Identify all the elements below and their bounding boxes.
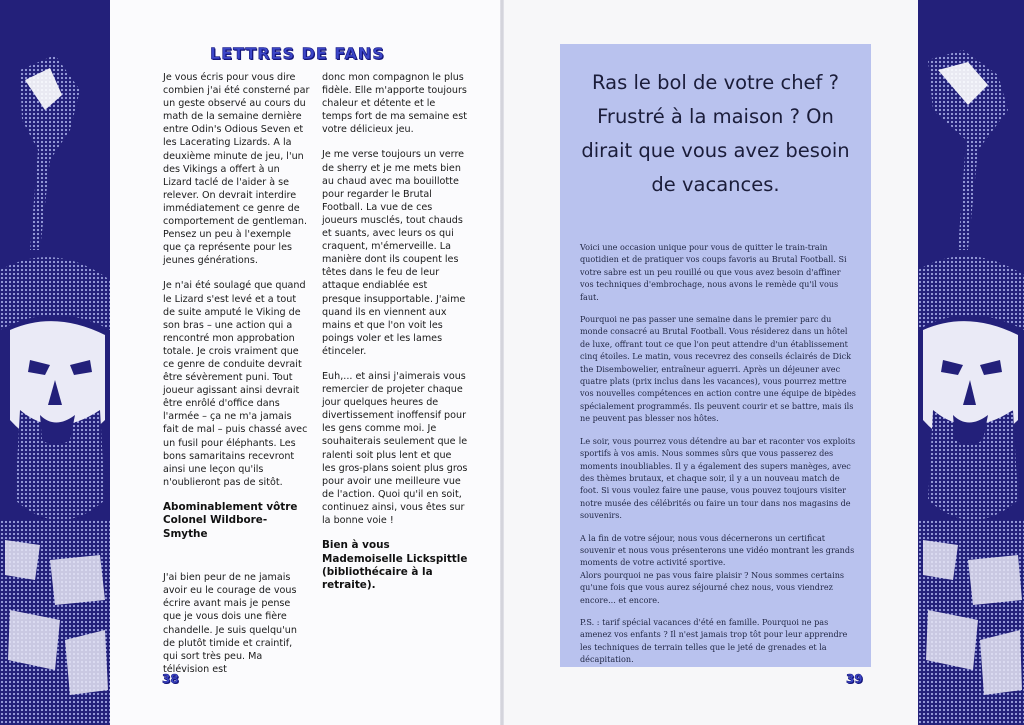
advert-body [580, 241, 856, 676]
advert-paragraph: A la fin de votre séjour, nous vous décernerons un certificat souvenir et nous vous présenterons une vidéo montrant les grands moments de votre activité sportive. Alors pourquoi ne pas vous faire plaisir ? Nous sommes certains qu'une fois que vous aurez séjourné chez nous, vous viendrez encore... et encore. [580, 532, 855, 605]
right-border-art [918, 0, 1024, 725]
viking-warrior-icon [918, 0, 1024, 725]
letter-paragraph: Euh,... et ainsi j'aimerais vous remercier de projeter chaque jour quelques heures de divertissement inoffensif pour les gens comme moi. Je souhaiterais seulement que le ralenti soit plus lent et que les gros-plans soient plus gros pour avoir une meilleure vue de l'action. Quoi qu'il en soit, continuez ainsi, vous êtes sur la bonne voie ! [322, 370, 468, 526]
advert-paragraph: Le soir, vous pourrez vous détendre au bar et raconter vos exploits sportifs à vos amis. Nous sommes sûrs que vous passerez des moments inoubliables. Il y a également des supers manèges, avec des thèmes brutaux, et chaque soir, il y a un nouveau match de foot. Si vous voulez faire une pause, vous pouvez toujours visiter notre musée des célébrités ou faire un tour dans nos magasins de souvenirs. [580, 435, 856, 521]
letter-signature: Abominablement vôtre Colonel Wildbore-Smythe [163, 500, 298, 540]
viking-warrior-icon [0, 0, 110, 725]
letters-column-2 [322, 71, 468, 605]
page-number-right: 39 [846, 672, 863, 686]
advert-title: Ras le bol de votre chef ? Frustré à la maison ? On dirait que vous avez besoin de vacances. [581, 71, 850, 196]
letter-paragraph: donc mon compagnon le plus fidèle. Elle m'apporte toujours chaleur et détente et le temps fort de ma semaine est votre délicieux jeu. [322, 72, 467, 136]
letter-paragraph: Je vous écris pour vous dire combien j'ai été consterné par un geste observé au cours du math de la semaine dernière entre Odin's Odious Seven et les Lacerating Lizards. A la deuxième minute de jeu, l'un des Vikings a offert à un Lizard taclé de l'aider à se relever. On devrait interdire immédiatement ce genre de comportement de gentleman. Pensez un peu à l'exemple que ça représente pour les jeunes générations. [163, 72, 310, 267]
letter-paragraph: J'ai bien peur de ne jamais avoir eu le courage de vous écrire avant mais je pense que je vous dois une fière chandelle. Je suis quelqu'un de plutôt timide et craintif, qui sort très peu. Ma télévision est [163, 572, 297, 675]
page-gutter [500, 0, 504, 725]
letter-paragraph: Je me verse toujours un verre de sherry et je me mets bien au chaud avec ma bouillotte pour regarder le Brutal Football. La vue de ces joueurs musclés, tout chauds et suants, avec leurs os qui craquent, m'émerveille. La manière dont ils coupent les têtes dans le feu de leur attaque endiablée est presque insupportable. J'aime quand ils en viennent aux mains et que l'on voit les poings voler et les lames étinceler. [322, 149, 466, 357]
page-number-left: 38 [162, 672, 179, 686]
advert-paragraph: Voici une occasion unique pour vous de quitter le train-train quotidien et de pratiquer vos coups favoris au Brutal Football. Si votre sabre est un peu rouillé ou que vous avez besoin d'affiner vos techniques d'embrochage, nous avons le remède qu'il vous faut. [580, 242, 847, 302]
advert-box [560, 44, 871, 667]
advert-paragraph: Pourquoi ne pas passer une semaine dans le premier parc du monde consacré au Brutal Football. Vous résiderez dans un hôtel de luxe, offrant tout ce que l'on peut attendre d'un établissement cinq étoiles. Le matin, vous recevrez des conseils éclairés de Dick the Disembowelier, entraîneur aguerri. Après un déjeuner avec quatre plats (prix inclus dans les vacances), vous pourrez mettre vos nouvelles compétences en action contre une équipe de bipèdes spécialement programmés. Ils peuvent courir et se battre, mais ils ne peuvent pas blesser nos hôtes. [580, 314, 856, 424]
page-heading: LETTRES DE FANS [210, 44, 385, 63]
letters-column-1 [163, 71, 310, 688]
letter-paragraph: Je n'ai été soulagé que quand le Lizard s'est levé et a tout de suite amputé le Viking de son bras – une action qui a rencontré mon approbation totale. Je crois vraiment que ce genre de conduite devrait être sévèrement puni. Tout joueur agissant ainsi devrait être enrôlé d'office dans l'armée – ça ne m'a jamais fait de mal – puis chassé avec un fusil pour éléphants. Les bons samaritains recevront ainsi une leçon qu'ils n'oublieront pas de sitôt. [163, 280, 308, 488]
left-border-art [0, 0, 110, 725]
letter-signature: Bien à vous Mademoiselle Lickspittle (bibliothécaire à la retraite). [322, 539, 468, 592]
advert-paragraph: P.S. : tarif spécial vacances d'été en famille. Pourquoi ne pas amenez vos enfants ? Il n'est jamais trop tôt pour leur apprendre les techniques de terrain telles que le jeté de grenades et la décapitation. [580, 616, 848, 665]
